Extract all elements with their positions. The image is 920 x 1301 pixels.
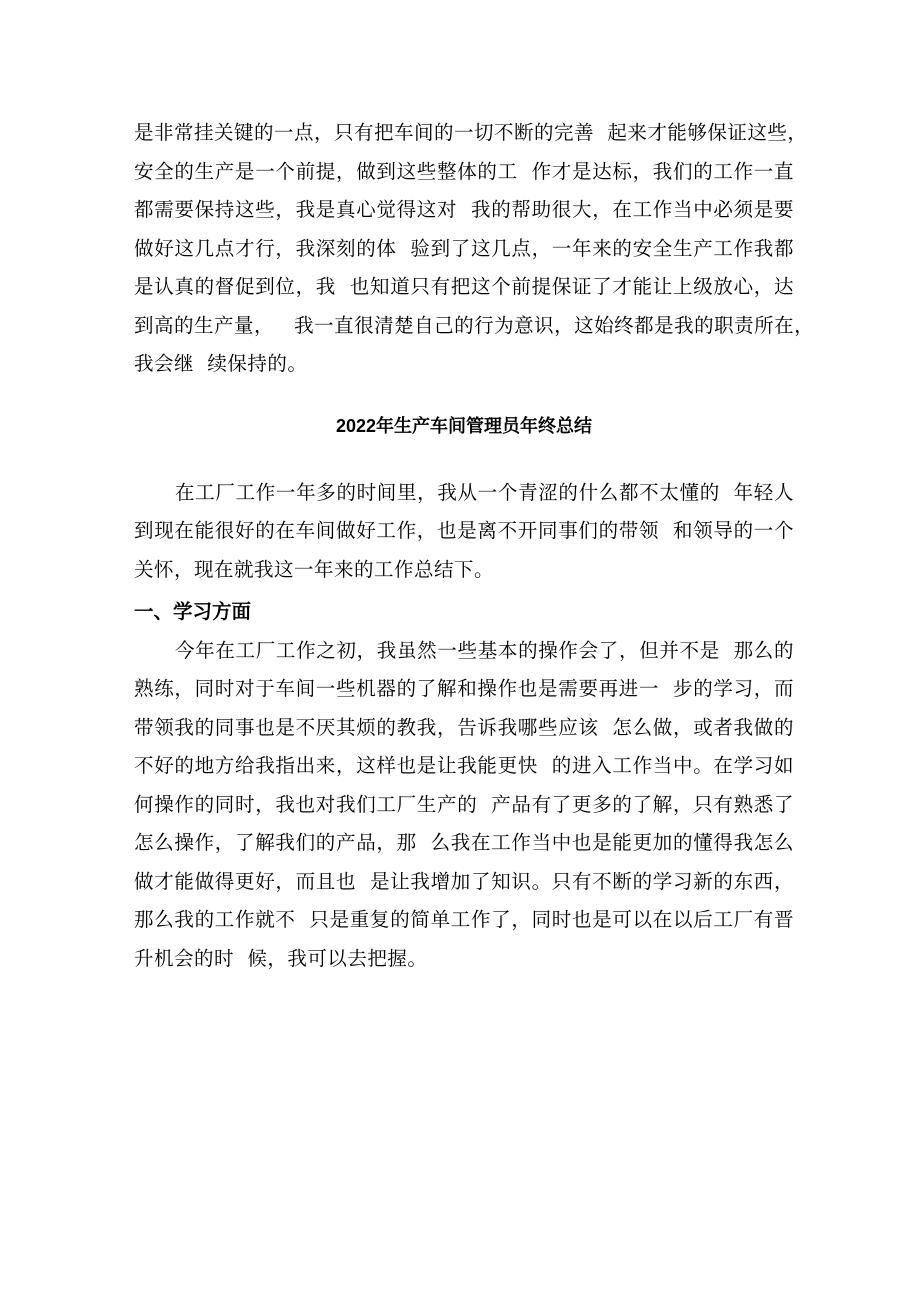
text-line: 安全的生产是一个前提，做到这些整体的工 作才是达标，我们的工作一直 [134,159,794,183]
section-heading-study: 一、学习方面 [134,600,252,623]
text-line: 我会继 续保持的。 [134,352,308,375]
text-line: 怎么操作，了解我们的产品，那 么我在工作当中也是能更加的懂得我怎么 [134,831,794,854]
document-title: 2022年生产车间管理员年终总结 [335,415,593,436]
text-line: 何操作的同时，我也对我们工厂生产的 产品有了更多的了解，只有熟悉了 [134,792,794,816]
paragraph-study [134,632,794,979]
text-line: 带领我的同事也是不厌其烦的教我，告诉我哪些应该 怎么做，或者我做的 [134,715,794,739]
text-line: 做才能做得更好，而且也 是让我增加了知识。只有不断的学习新的东西， [134,869,794,893]
text-line: 不好的地方给我指出来，这样也是让我能更快 的进入工作当中。在学习如 [134,754,794,777]
text-line: 到现在能很好的在车间做好工作，也是离不开同事们的带领 和领导的一个 [134,519,794,542]
text-line: 那么我的工作就不 只是重复的简单工作了，同时也是可以在以后工厂有晋 [134,908,794,931]
text-line: 关怀，现在就我这一年来的工作总结下。 [134,557,495,581]
paragraph-opening [134,474,794,590]
document-page [134,114,815,978]
text-line: 升机会的时 候，我可以去把握。 [134,946,428,970]
text-line: 今年在工厂工作之初，我虽然一些基本的操作会了，但并不是 那么的 [175,638,794,662]
text-line: 在工厂工作一年多的时间里，我从一个青涩的什么都不太懂的 年轻人 [175,480,794,504]
text-line: 是非常挂关键的一点，只有把车间的一切不断的完善 起来才能够保证这些， [134,121,808,144]
text-line: 做好这几点才行，我深刻的体 验到了这几点，一年来的安全生产工作我都 [134,236,794,260]
text-line: 熟练，同时对于车间一些机器的了解和操作也是需要再进一 步的学习，而 [134,677,794,700]
text-line: 都需要保持这些，我是真心觉得这对 我的帮助很大，在工作当中必须是要 [134,198,794,221]
text-line: 到高的生产量， 我一直很清楚自己的行为意识，这始终都是我的职责所在， [134,313,815,337]
text-line: 是认真的督促到位，我 也知道只有把这个前提保证了才能让上级放心，达 [134,275,794,298]
paragraph-intro-continuation [134,114,815,384]
